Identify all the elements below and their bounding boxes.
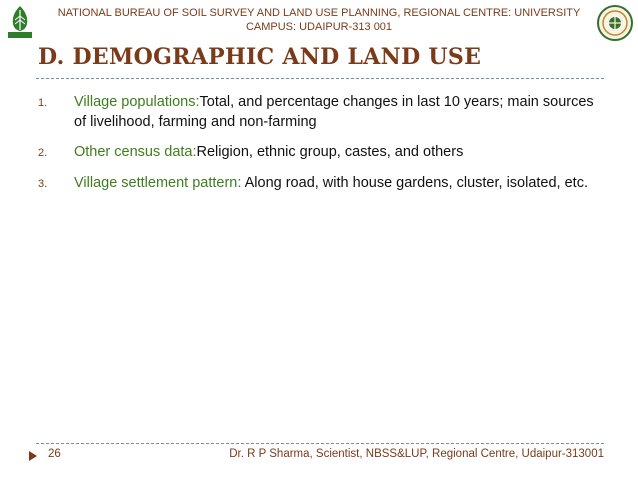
item-label: Village populations:	[74, 94, 200, 110]
item-body	[74, 173, 598, 194]
page-number: 26	[48, 448, 61, 460]
item-text: Religion, ethnic group, castes, and others	[196, 144, 464, 160]
header-line-2: CAMPUS: UDAIPUR-313 001	[245, 21, 393, 33]
list-item	[38, 173, 598, 194]
item-number: 1.	[38, 97, 48, 109]
footer-divider	[36, 443, 604, 444]
item-body	[74, 142, 598, 163]
triangle-right-icon	[28, 450, 38, 462]
icar-logo	[4, 4, 36, 40]
header-institution	[44, 6, 594, 34]
list-item	[38, 142, 598, 163]
item-body	[74, 92, 598, 132]
content-list	[38, 92, 598, 204]
list-item	[38, 92, 598, 132]
slide-title: D. DEMOGRAPHIC AND LAND USE	[38, 44, 482, 70]
header-line-1: NATIONAL BUREAU OF SOIL SURVEY AND LAND USE PLANNING, REGIONAL CENTRE: UNIVERSITY	[57, 7, 581, 19]
title-divider	[36, 78, 604, 79]
item-number: 3.	[38, 178, 48, 190]
item-number: 2.	[38, 147, 48, 159]
item-label: Other census data:	[74, 144, 197, 160]
item-text: Along road, with house gardens, cluster, isolated, etc.	[241, 175, 588, 191]
item-text: Total, and percentage changes in last 10 years; main sources of livelihood, farming and non-farming	[74, 94, 594, 130]
footer-credit: Dr. R P Sharma, Scientist, NBSS&LUP, Regional Centre, Udaipur-313001	[229, 448, 604, 460]
item-label: Village settlement pattern:	[74, 175, 242, 191]
nbsslup-seal	[596, 4, 634, 42]
